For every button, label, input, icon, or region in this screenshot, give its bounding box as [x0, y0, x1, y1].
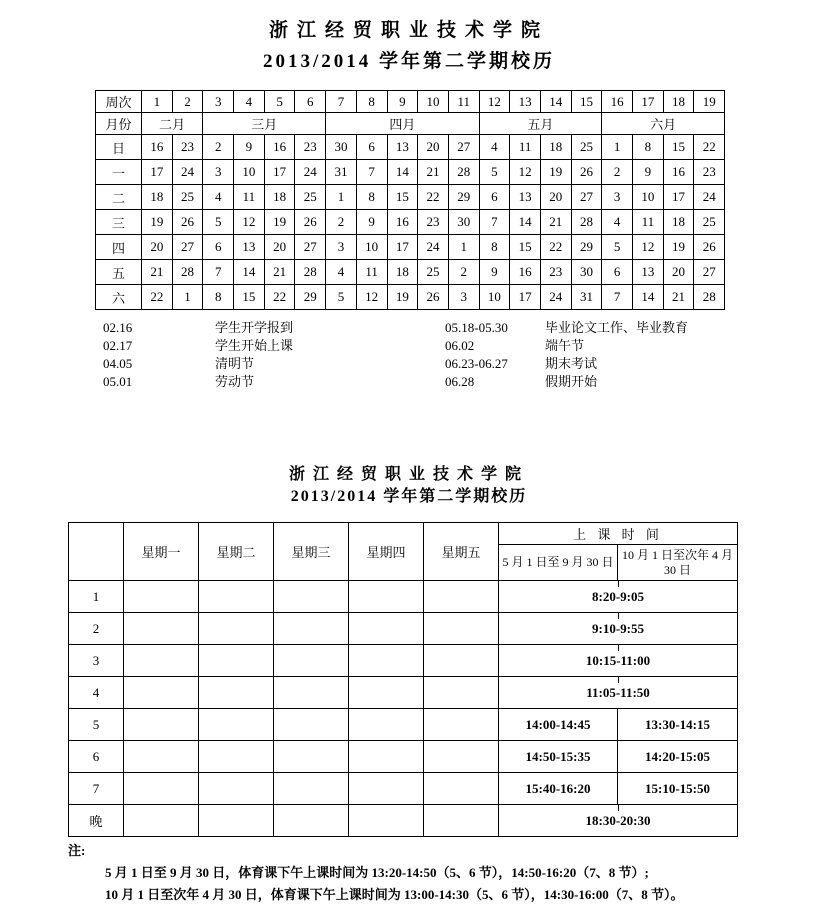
date-cell: 12: [510, 160, 541, 185]
period-label: 2: [69, 613, 124, 645]
date-cell: 7: [602, 285, 633, 310]
date-cell: 17: [387, 235, 418, 260]
week-number: 6: [295, 91, 326, 113]
week-number: 5: [264, 91, 295, 113]
date-cell: 11: [633, 210, 664, 235]
date-cell: 23: [295, 135, 326, 160]
period-label: 7: [69, 773, 124, 805]
schedule-table: [68, 522, 738, 837]
event-label: 清明节: [215, 356, 255, 371]
weekday-label: 二: [96, 185, 142, 210]
date-cell: 16: [387, 210, 418, 235]
date-cell: 16: [142, 135, 173, 160]
date-cell: 23: [540, 260, 571, 285]
date-cell: 12: [633, 235, 664, 260]
date-cell: 19: [142, 210, 173, 235]
event-label: 劳动节: [215, 374, 255, 389]
time-cell-summer: 15:40-16:20: [499, 773, 618, 805]
date-cell: 1: [172, 285, 203, 310]
date-cell: 4: [479, 135, 510, 160]
schedule-cell: [424, 677, 499, 709]
event-date: 06.23-06.27: [445, 356, 508, 371]
weekday-header: 星期三: [274, 523, 349, 581]
date-cell: 6: [479, 185, 510, 210]
notes-line-2: 10 月 1 日至次年 4 月 30 日，体育课下午上课时间为 13:00-14:30（5、6 节），14:30-16:00（7、8 节）。: [105, 887, 684, 902]
weekday-label: 日: [96, 135, 142, 160]
month-cell: 二月: [142, 113, 203, 135]
schedule-cell: [124, 613, 199, 645]
week-number: 9: [387, 91, 418, 113]
date-cell: 3: [602, 185, 633, 210]
week-number: 7: [326, 91, 357, 113]
date-cell: 15: [663, 135, 694, 160]
schedule-cell: [199, 645, 274, 677]
week-number: 2: [172, 91, 203, 113]
week-number: 12: [479, 91, 510, 113]
date-cell: 19: [264, 210, 295, 235]
time-cell-summer: 14:00-14:45: [499, 709, 618, 741]
date-cell: 14: [633, 285, 664, 310]
schedule-cell: [124, 581, 199, 613]
schedule-cell: [424, 741, 499, 773]
month-cell: 四月: [326, 113, 479, 135]
date-cell: 23: [172, 135, 203, 160]
event-label: 学生开始上课: [215, 338, 294, 353]
date-cell: 28: [571, 210, 602, 235]
schedule-corner-cell: [69, 523, 124, 581]
date-cell: 7: [203, 260, 234, 285]
date-cell: 11: [234, 185, 265, 210]
time-cell-winter: 13:30-14:15: [618, 709, 738, 741]
class-time-header: 上 课 时 间: [499, 523, 738, 545]
bottom-notes: [68, 840, 808, 906]
week-number: 8: [356, 91, 387, 113]
date-cell: 28: [694, 285, 725, 310]
event-label: 期末考试: [545, 356, 598, 371]
schedule-cell: [424, 805, 499, 837]
date-cell: 20: [264, 235, 295, 260]
date-cell: 18: [663, 210, 694, 235]
date-cell: 22: [264, 285, 295, 310]
schedule-cell: [199, 709, 274, 741]
schedule-cell: [349, 709, 424, 741]
month-cell: 五月: [479, 113, 602, 135]
date-cell: 3: [203, 160, 234, 185]
date-cell: 7: [356, 160, 387, 185]
date-cell: 9: [234, 135, 265, 160]
date-cell: 17: [510, 285, 541, 310]
week-number: 19: [694, 91, 725, 113]
week-number: 16: [602, 91, 633, 113]
weekday-header: 星期二: [199, 523, 274, 581]
week-number: 3: [203, 91, 234, 113]
week-number: 15: [571, 91, 602, 113]
week-number: 18: [663, 91, 694, 113]
date-cell: 20: [418, 135, 449, 160]
date-cell: 21: [418, 160, 449, 185]
event-date: 05.01: [103, 374, 133, 389]
date-cell: 25: [172, 185, 203, 210]
date-cell: 24: [540, 285, 571, 310]
date-cell: 10: [479, 285, 510, 310]
date-cell: 17: [142, 160, 173, 185]
date-cell: 5: [602, 235, 633, 260]
time-cell-merged: 18:30-20:30: [499, 805, 738, 837]
date-cell: 21: [663, 285, 694, 310]
date-cell: 28: [295, 260, 326, 285]
schedule-cell: [349, 773, 424, 805]
time-cell-merged: 11:05-11:50: [499, 677, 738, 709]
page2-title-line1: 浙江经贸职业技术学院: [288, 466, 529, 483]
date-cell: 10: [356, 235, 387, 260]
weekday-label: 五: [96, 260, 142, 285]
page2-title-line2: 2013/2014 学年第二学期校历: [290, 488, 528, 505]
date-cell: 26: [694, 235, 725, 260]
date-cell: 22: [418, 185, 449, 210]
schedule-cell: [124, 709, 199, 741]
event-date: 06.02: [445, 338, 475, 353]
schedule-cell: [124, 741, 199, 773]
event-date: 06.28: [445, 374, 475, 389]
date-cell: 1: [602, 135, 633, 160]
date-cell: 15: [234, 285, 265, 310]
date-cell: 29: [448, 185, 479, 210]
schedule-cell: [274, 741, 349, 773]
time-cell-merged: 8:20-9:05: [499, 581, 738, 613]
date-cell: 6: [602, 260, 633, 285]
date-cell: 9: [633, 160, 664, 185]
date-cell: 25: [571, 135, 602, 160]
date-cell: 27: [448, 135, 479, 160]
period-label: 3: [69, 645, 124, 677]
period-label: 5: [69, 709, 124, 741]
date-cell: 12: [234, 210, 265, 235]
date-cell: 13: [234, 235, 265, 260]
event-date: 04.05: [103, 356, 133, 371]
date-cell: 24: [172, 160, 203, 185]
date-cell: 17: [264, 160, 295, 185]
schedule-cell: [349, 581, 424, 613]
page1-title-line1: 浙江经贸职业技术学院: [268, 20, 549, 41]
date-cell: 25: [295, 185, 326, 210]
week-number: 11: [448, 91, 479, 113]
date-cell: 28: [172, 260, 203, 285]
date-cell: 30: [448, 210, 479, 235]
date-cell: 18: [387, 260, 418, 285]
date-cell: 26: [172, 210, 203, 235]
date-cell: 24: [694, 185, 725, 210]
period-label: 晚: [69, 805, 124, 837]
week-number: 14: [540, 91, 571, 113]
time-cell-merged: 10:15-11:00: [499, 645, 738, 677]
notes-label: 注:: [68, 843, 86, 858]
schedule-cell: [124, 773, 199, 805]
schedule-cell: [349, 741, 424, 773]
date-cell: 1: [326, 185, 357, 210]
date-cell: 23: [694, 160, 725, 185]
date-cell: 19: [387, 285, 418, 310]
date-cell: 15: [387, 185, 418, 210]
date-cell: 3: [326, 235, 357, 260]
event-label: 学生开学报到: [215, 320, 294, 335]
schedule-cell: [274, 805, 349, 837]
date-cell: 4: [326, 260, 357, 285]
schedule-cell: [424, 773, 499, 805]
date-cell: 21: [142, 260, 173, 285]
schedule-cell: [424, 581, 499, 613]
schedule-cell: [199, 581, 274, 613]
date-cell: 27: [172, 235, 203, 260]
date-cell: 30: [326, 135, 357, 160]
date-cell: 17: [663, 185, 694, 210]
date-cell: 18: [142, 185, 173, 210]
date-cell: 2: [602, 160, 633, 185]
date-cell: 1: [448, 235, 479, 260]
week-number: 10: [418, 91, 449, 113]
date-cell: 16: [510, 260, 541, 285]
week-row-label: 周次: [96, 91, 142, 113]
calendar-table: [95, 90, 725, 310]
schedule-cell: [349, 613, 424, 645]
date-cell: 10: [234, 160, 265, 185]
schedule-cell: [424, 709, 499, 741]
date-cell: 12: [356, 285, 387, 310]
date-cell: 14: [387, 160, 418, 185]
schedule-cell: [274, 773, 349, 805]
schedule-cell: [424, 645, 499, 677]
period-label: 1: [69, 581, 124, 613]
week-number: 1: [142, 91, 173, 113]
date-cell: 21: [540, 210, 571, 235]
time-cell-merged: 9:10-9:55: [499, 613, 738, 645]
date-cell: 5: [203, 210, 234, 235]
date-cell: 18: [264, 185, 295, 210]
date-cell: 29: [295, 285, 326, 310]
schedule-cell: [124, 677, 199, 709]
date-cell: 31: [326, 160, 357, 185]
event-date: 05.18-05.30: [445, 320, 508, 335]
date-cell: 16: [663, 160, 694, 185]
date-cell: 9: [356, 210, 387, 235]
weekday-label: 四: [96, 235, 142, 260]
date-cell: 13: [387, 135, 418, 160]
date-cell: 14: [510, 210, 541, 235]
date-cell: 8: [633, 135, 664, 160]
time-period-header: 10 月 1 日至次年 4 月 30 日: [618, 545, 738, 581]
date-cell: 21: [264, 260, 295, 285]
date-cell: 10: [633, 185, 664, 210]
date-cell: 26: [571, 160, 602, 185]
date-cell: 6: [203, 235, 234, 260]
schedule-cell: [124, 805, 199, 837]
date-cell: 5: [326, 285, 357, 310]
date-cell: 7: [479, 210, 510, 235]
date-cell: 13: [510, 185, 541, 210]
date-cell: 22: [694, 135, 725, 160]
schedule-cell: [274, 581, 349, 613]
date-cell: 6: [356, 135, 387, 160]
date-cell: 24: [418, 235, 449, 260]
notes-line-1: 5 月 1 日至 9 月 30 日，体育课下午上课时间为 13:20-14:50（5、6 节），14:50-16:20（7、8 节）;: [105, 865, 649, 880]
time-cell-winter: 14:20-15:05: [618, 741, 738, 773]
date-cell: 25: [418, 260, 449, 285]
schedule-cell: [199, 613, 274, 645]
date-cell: 27: [694, 260, 725, 285]
schedule-cell: [274, 709, 349, 741]
date-cell: 2: [326, 210, 357, 235]
date-cell: 4: [602, 210, 633, 235]
date-cell: 20: [663, 260, 694, 285]
schedule-cell: [199, 773, 274, 805]
date-cell: 22: [142, 285, 173, 310]
schedule-cell: [349, 677, 424, 709]
date-cell: 8: [356, 185, 387, 210]
time-cell-winter: 15:10-15:50: [618, 773, 738, 805]
date-cell: 8: [479, 235, 510, 260]
page1-title-line2: 2013/2014 学年第二学期校历: [262, 51, 556, 72]
date-cell: 3: [448, 285, 479, 310]
date-cell: 24: [295, 160, 326, 185]
schedule-cell: [274, 677, 349, 709]
date-cell: 30: [571, 260, 602, 285]
schedule-cell: [274, 613, 349, 645]
period-label: 4: [69, 677, 124, 709]
date-cell: 8: [203, 285, 234, 310]
schedule-cell: [274, 645, 349, 677]
event-label: 端午节: [545, 338, 585, 353]
schedule-cell: [124, 645, 199, 677]
week-number: 4: [234, 91, 265, 113]
date-cell: 26: [418, 285, 449, 310]
time-period-header: 5 月 1 日至 9 月 30 日: [499, 545, 618, 581]
date-cell: 2: [448, 260, 479, 285]
date-cell: 23: [418, 210, 449, 235]
date-cell: 19: [663, 235, 694, 260]
date-cell: 18: [540, 135, 571, 160]
month-row-label: 月份: [96, 113, 142, 135]
event-date: 02.16: [103, 320, 133, 335]
event-date: 02.17: [103, 338, 133, 353]
date-cell: 31: [571, 285, 602, 310]
schedule-cell: [199, 805, 274, 837]
weekday-header: 星期四: [349, 523, 424, 581]
weekday-label: 六: [96, 285, 142, 310]
date-cell: 20: [540, 185, 571, 210]
events-list: [103, 319, 815, 391]
date-cell: 14: [234, 260, 265, 285]
event-label: 假期开始: [545, 374, 598, 389]
week-number: 17: [633, 91, 664, 113]
month-cell: 三月: [203, 113, 326, 135]
month-cell: 六月: [602, 113, 725, 135]
weekday-label: 一: [96, 160, 142, 185]
week-number: 13: [510, 91, 541, 113]
date-cell: 28: [448, 160, 479, 185]
schedule-cell: [199, 741, 274, 773]
schedule-cell: [349, 645, 424, 677]
date-cell: 25: [694, 210, 725, 235]
weekday-header: 星期五: [424, 523, 499, 581]
date-cell: 9: [479, 260, 510, 285]
period-label: 6: [69, 741, 124, 773]
date-cell: 27: [571, 185, 602, 210]
schedule-cell: [199, 677, 274, 709]
date-cell: 13: [633, 260, 664, 285]
schedule-cell: [349, 805, 424, 837]
date-cell: 26: [295, 210, 326, 235]
date-cell: 20: [142, 235, 173, 260]
event-label: 毕业论文工作、毕业教育: [545, 320, 689, 335]
date-cell: 19: [540, 160, 571, 185]
date-cell: 27: [295, 235, 326, 260]
date-cell: 5: [479, 160, 510, 185]
date-cell: 15: [510, 235, 541, 260]
date-cell: 11: [356, 260, 387, 285]
date-cell: 22: [540, 235, 571, 260]
date-cell: 4: [203, 185, 234, 210]
date-cell: 2: [203, 135, 234, 160]
date-cell: 16: [264, 135, 295, 160]
schedule-cell: [424, 613, 499, 645]
time-cell-summer: 14:50-15:35: [499, 741, 618, 773]
weekday-label: 三: [96, 210, 142, 235]
weekday-header: 星期一: [124, 523, 199, 581]
date-cell: 29: [571, 235, 602, 260]
date-cell: 11: [510, 135, 541, 160]
